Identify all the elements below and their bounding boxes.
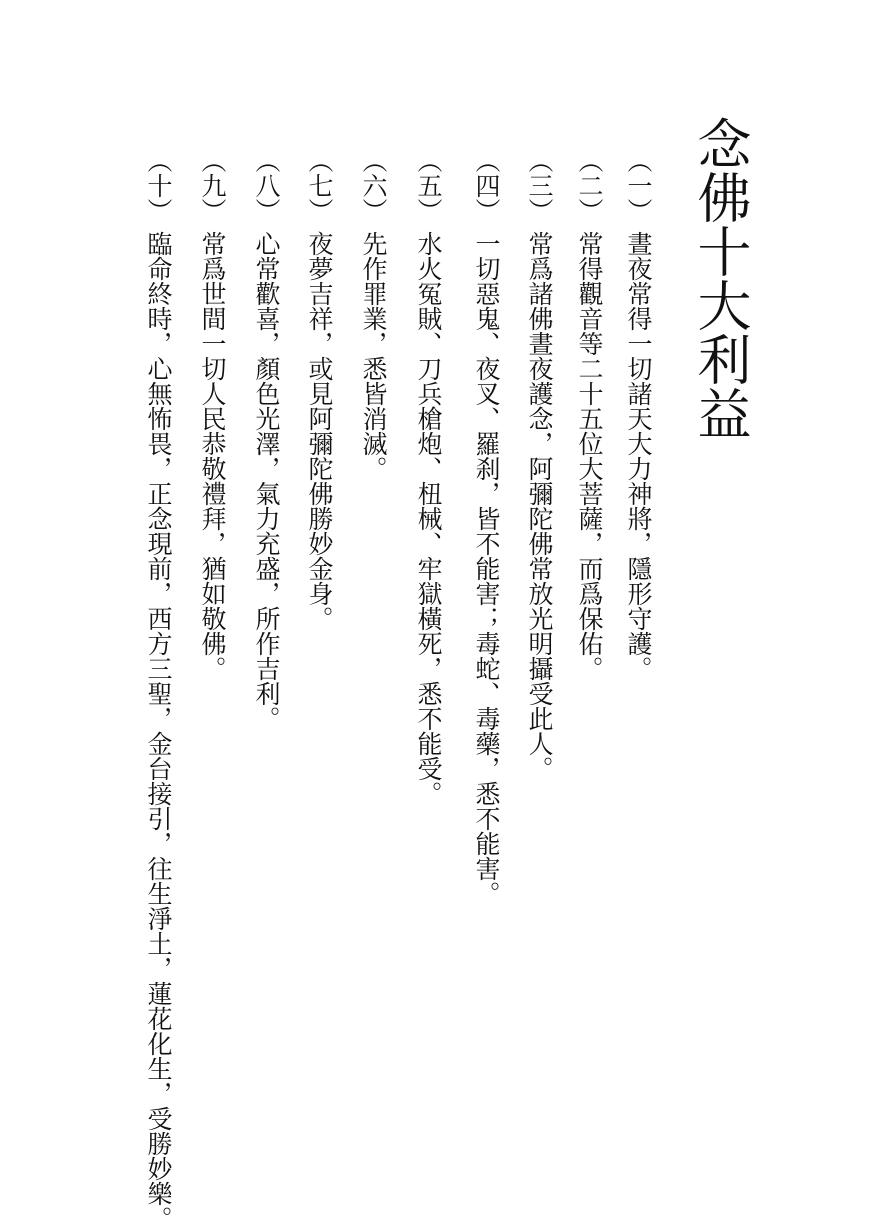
item-text: 常爲諸佛晝夜護念，阿彌陀佛常放光明攝受此人。 — [525, 231, 554, 781]
list-item-1 — [622, 148, 654, 681]
list-item-2 — [573, 148, 605, 681]
list-item-4 — [470, 148, 502, 906]
list-item-3 — [523, 148, 555, 781]
list-item-5 — [412, 148, 444, 806]
list-item-7 — [303, 148, 335, 631]
item-number: （五） — [414, 148, 443, 223]
item-text: 一切惡鬼、夜叉、羅刹，皆不能害；毒蛇、毒藥，悉不能害。 — [472, 231, 501, 906]
item-text: 晝夜常得一切諸天大力神將，隱形守護。 — [624, 231, 653, 681]
item-text: 臨命終時，心無怖畏，正念現前，西方三聖，金台接引，往生淨土，蓮花化生，受勝妙樂。 — [144, 231, 173, 1231]
item-number: （四） — [472, 148, 501, 223]
list-item-10 — [142, 148, 174, 1231]
item-number: （一） — [624, 148, 653, 223]
item-number: （六） — [359, 148, 388, 223]
list-item-8 — [250, 148, 282, 731]
list-item-6 — [357, 148, 389, 481]
item-text: 常得觀音等二十五位大菩薩，而爲保佑。 — [575, 231, 604, 681]
page-title: 念佛十大利益 — [689, 116, 752, 440]
item-number: （十） — [144, 148, 173, 223]
item-text: 心常歡喜，顏色光澤，氣力充盛，所作吉利。 — [252, 231, 281, 731]
item-number: （三） — [525, 148, 554, 223]
item-text: 先作罪業，悉皆消滅。 — [359, 231, 388, 481]
item-text: 夜夢吉祥，或見阿彌陀佛勝妙金身。 — [305, 231, 334, 631]
item-number: （九） — [198, 148, 227, 223]
item-number: （八） — [252, 148, 281, 223]
item-text: 常爲世間一切人民恭敬禮拜，猶如敬佛。 — [198, 231, 227, 681]
item-number: （二） — [575, 148, 604, 223]
item-text: 水火冤賊、刀兵槍炮、杻械、牢獄橫死，悉不能受。 — [414, 231, 443, 806]
list-item-9 — [196, 148, 228, 681]
item-number: （七） — [305, 148, 334, 223]
